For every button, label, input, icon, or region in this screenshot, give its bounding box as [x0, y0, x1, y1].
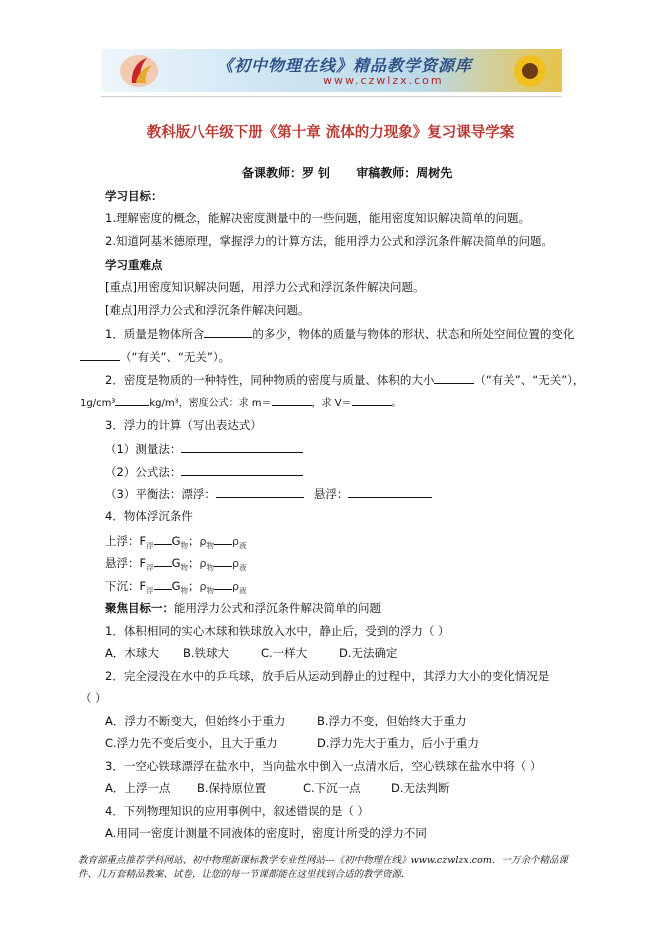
footer-line-2: 件、几万套精品教案、试卷，让您的每一节课都能在这里找到合适的教学资源．: [78, 869, 411, 880]
page-footer: [78, 854, 588, 882]
page-title: 教科版八年级下册《第十章 流体的力现象》复习课导学案: [146, 125, 515, 141]
q4-rho-sub: 液: [239, 586, 247, 595]
q4-blank[interactable]: [154, 555, 172, 567]
question-1-line1: [105, 326, 574, 341]
focus1-q4: 4．下列物理知识的应用事例中，叙述错误的是（ ）: [105, 804, 369, 818]
q3-method-3: [105, 486, 432, 501]
key-heading: 学习重难点: [105, 258, 163, 272]
focus1-q1-options: [105, 646, 398, 660]
q4-g-symbol: G: [171, 556, 181, 570]
option-b[interactable]: B.铁球大: [183, 646, 230, 660]
question-2-line2: [80, 394, 402, 411]
prep-teacher: 备课教师：罗 钊: [242, 166, 331, 180]
q2-blank-1[interactable]: [434, 372, 474, 384]
q2-unit-gcm3: 1g/cm³: [80, 398, 116, 409]
q1-blank-1[interactable]: [204, 326, 252, 338]
option-b[interactable]: B.保持原位置: [197, 781, 267, 795]
option-a[interactable]: A．浮力不断变大，但始终小于重力: [105, 714, 286, 728]
q4-f-symbol: F: [139, 579, 147, 593]
q3-blank-4[interactable]: [348, 486, 432, 498]
focus1-q3-options: [105, 781, 450, 795]
q2-text-f: 。: [391, 398, 402, 409]
q3-blank-3[interactable]: [216, 486, 304, 498]
q4-rho-sub: 液: [239, 563, 247, 572]
sunflower-icon: [504, 51, 556, 91]
q4-g-symbol: G: [171, 534, 181, 548]
focus1-heading-bold: 聚焦目标一：: [105, 601, 174, 615]
q3-blank-2[interactable]: [181, 464, 303, 476]
q2-blank-m[interactable]: [272, 394, 312, 406]
q4-f-sub: 浮: [146, 563, 154, 572]
q2-blank-2[interactable]: [115, 394, 149, 406]
focus1-q4-option-a[interactable]: A.用同一密度计测量不同液体的密度时，密度计所受的浮力不同: [105, 826, 427, 840]
q1-text-b: 的多少，物体的质量与物体的形状、状态和所处空间位置的变化: [252, 327, 575, 341]
q4-rho-symbol: ρ: [199, 557, 207, 570]
q2-text-d: kg/m³，密度公式：求 m＝: [149, 398, 272, 409]
q3-method-1: [105, 441, 303, 456]
q4-f-sub: 浮: [146, 541, 154, 550]
goal-1: 1.理解密度的概念，能解决密度测量中的一些问题，能用密度知识解决简单的问题。: [105, 211, 530, 225]
q2-blank-v[interactable]: [352, 394, 392, 406]
q4-heading: 4．物体浮沉条件: [105, 509, 193, 523]
q4-g-symbol: G: [171, 579, 181, 593]
banner-url[interactable]: www.czwlzx.com: [323, 74, 444, 87]
goal-2: 2.知道阿基米德原理，掌握浮力的计算方法，能用浮力公式和浮沉条件解决简单的问题。: [105, 234, 553, 248]
q4-blank[interactable]: [214, 578, 232, 590]
q4-f-symbol: F: [139, 534, 147, 548]
q4-f-sub: 浮: [146, 586, 154, 595]
q4-rho-sub: 物: [206, 541, 215, 550]
q4-rho-sub: 液: [239, 541, 247, 550]
q4-row-label: 悬浮：: [105, 556, 140, 570]
q2-text-b: （“有关”、“无关”），: [474, 373, 585, 387]
q4-blank[interactable]: [154, 578, 172, 590]
banner-slogan: 《初中物理在线》精品教学资源库: [217, 56, 473, 75]
site-logo-icon: [119, 53, 159, 89]
q4-row-float-up: 上浮：$F_浮$ $G_物$；$\rho_物$ $\rho_液$: [105, 534, 247, 550]
q4-row-label: 下沉：: [105, 579, 140, 593]
authors-line: [242, 164, 452, 181]
focus1-q2-options-row1: [105, 714, 467, 728]
option-a[interactable]: A．木球大: [105, 646, 159, 660]
q4-rho-symbol: ρ: [232, 580, 240, 593]
option-d[interactable]: D.无法确定: [339, 646, 398, 660]
q1-text-a: 1．质量是物体所含: [105, 327, 205, 341]
q1-blank-2[interactable]: [80, 349, 120, 361]
q4-rho-symbol: ρ: [199, 580, 207, 593]
q4-rho-symbol: ρ: [232, 557, 240, 570]
focus1-q2-paren: （ ）: [80, 691, 107, 705]
q4-row-sink: 下沉：$F_浮$ $G_物$；$\rho_物$ $\rho_液$: [105, 579, 247, 595]
option-a[interactable]: A．上浮一点: [105, 781, 171, 795]
focus1-q2: 2．完全浸没在水中的乒乓球，放手后从运动到静止的过程中，其浮力大小的变化情况是: [105, 669, 550, 683]
q3-blank-1[interactable]: [181, 441, 303, 453]
q4-blank[interactable]: [214, 555, 232, 567]
key-difficulty: [难点]用浮力公式和浮沉条件解决问题。: [105, 303, 310, 317]
q3-m3-label: （3）平衡法：漂浮：: [105, 487, 216, 501]
q4-row-label: 上浮：: [105, 534, 140, 548]
focus1-heading: [105, 601, 381, 615]
q4-rho-symbol: ρ: [232, 535, 240, 548]
focus1-heading-rest: 能用浮力公式和浮沉条件解决简单的问题: [174, 601, 381, 615]
q4-f-symbol: F: [139, 556, 147, 570]
key-focus: [重点]用密度知识解决问题，用浮力公式和浮沉条件解决问题。: [105, 280, 425, 294]
q2-text-e: ，求 V＝: [311, 398, 352, 409]
header-banner: [101, 49, 562, 92]
q3-m1-label: （1）测量法：: [105, 442, 182, 456]
q3-m3b-label: 悬浮：: [313, 487, 349, 501]
focus1-q1: 1．体积相同的实心木球和铁球放入水中，静止后，受到的浮力（ ）: [105, 624, 450, 638]
option-c[interactable]: C.浮力先不变后变小，且大于重力: [105, 736, 278, 750]
question-1-line2: [80, 349, 230, 364]
q1-text-c: （“有关”、“无关”）。: [120, 350, 231, 364]
footer-line-1: 教育部重点推荐学科网站、初中物理新课标教学专业性网站---《初中物理在线》www.czwlzx.com．一万余个精品课: [78, 855, 568, 866]
question-2-line1: [105, 372, 584, 387]
q4-blank[interactable]: [154, 533, 172, 545]
q3-m2-label: （2）公式法：: [105, 465, 182, 479]
q4-rho-symbol: ρ: [199, 535, 207, 548]
q4-blank[interactable]: [214, 533, 232, 545]
q4-g-sub: 物: [180, 541, 189, 550]
focus1-q3: 3．一空心铁球漂浮在盐水中，当向盐水中倒入一点清水后，空心铁球在盐水中将（ ）: [105, 759, 542, 773]
goals-heading: 学习目标：: [105, 189, 163, 203]
focus1-q2-options-row2: [105, 736, 479, 750]
option-c[interactable]: C.下沉一点: [303, 781, 361, 795]
option-b[interactable]: B.浮力不变，但始终大于重力: [317, 714, 467, 728]
q3-heading: 3．浮力的计算（写出表达式）: [105, 418, 262, 432]
q4-g-sub: 物: [180, 586, 189, 595]
q4-rho-sub: 物: [206, 563, 215, 572]
q4-row-suspend: 悬浮：$F_浮$ $G_物$；$\rho_物$ $\rho_液$: [105, 556, 247, 572]
q4-rho-sub: 物: [206, 586, 215, 595]
review-teacher: 审稿教师：周树先: [356, 166, 453, 180]
q4-g-sub: 物: [180, 563, 189, 572]
q3-method-2: [105, 464, 303, 479]
option-d[interactable]: D.无法判断: [391, 781, 450, 795]
header-divider: [101, 96, 562, 97]
option-c[interactable]: C.一样大: [261, 646, 308, 660]
q2-text-a: 2．密度是物质的一种特性，同种物质的密度与质量、体积的大小: [105, 373, 435, 387]
option-d[interactable]: D.浮力先大于重力，后小于重力: [317, 736, 480, 750]
